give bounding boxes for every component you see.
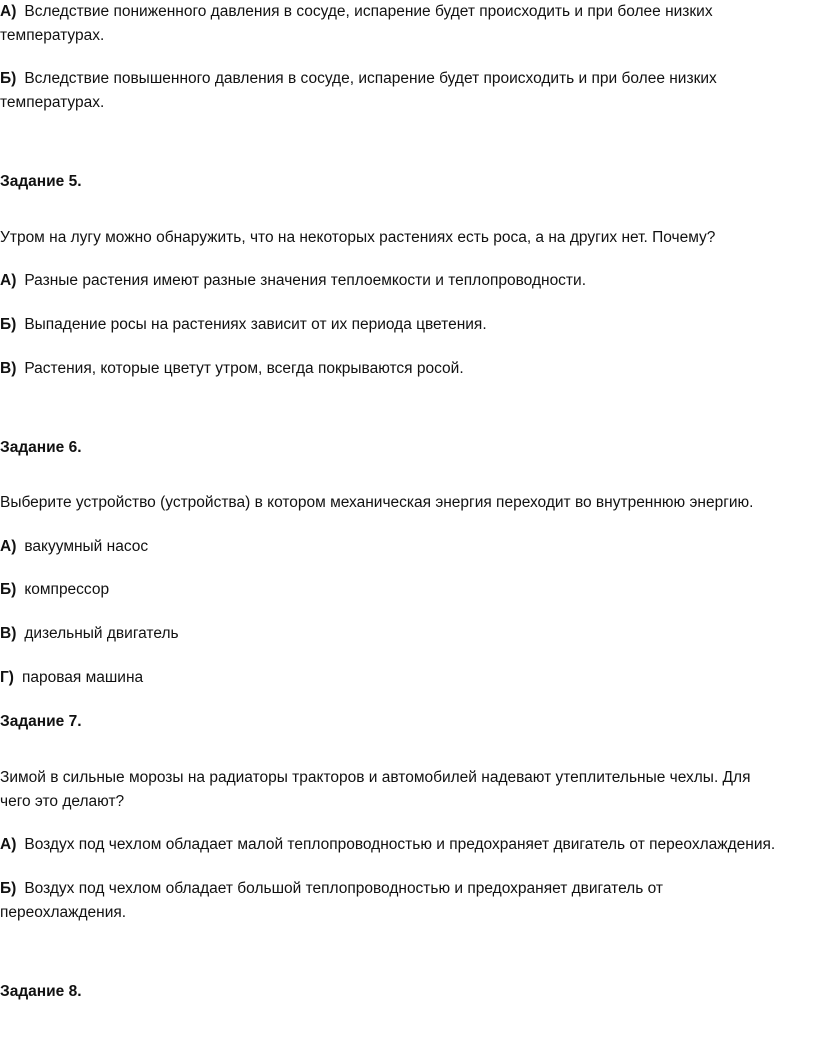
task6-option-a	[0, 535, 148, 559]
option-letter: Б)	[0, 316, 17, 333]
option-letter: А)	[0, 538, 17, 555]
q4-option-b-continued: температурах.	[0, 94, 105, 111]
option-text: паровая машина	[21, 669, 144, 686]
task6-option-d	[0, 666, 143, 690]
q4-option-a-continued: температурах.	[0, 27, 105, 44]
option-text: Вследствие пониженного давления в сосуде, испарение будет происходить и при более низких	[24, 3, 713, 20]
task6-option-c	[0, 622, 179, 646]
task8-title: Задание 8.	[0, 983, 82, 1000]
option-letter: Б)	[0, 581, 17, 598]
task7-option-b	[0, 877, 663, 901]
option-letter: Г)	[0, 669, 14, 686]
option-text: вакуумный насос	[24, 538, 149, 555]
task7-option-a	[0, 833, 775, 857]
option-text: Растения, которые цветут утром, всегда покрываются росой.	[24, 360, 464, 377]
option-letter: В)	[0, 360, 17, 377]
q4-option-b	[0, 67, 717, 91]
option-text: Выпадение росы на растениях зависит от их периода цветения.	[24, 316, 487, 333]
option-letter: А)	[0, 3, 17, 20]
task5-title: Задание 5.	[0, 173, 82, 190]
task6-option-b	[0, 578, 109, 602]
option-letter: Б)	[0, 70, 17, 87]
task5-option-a	[0, 269, 586, 293]
task5-option-c	[0, 357, 464, 381]
task6-title: Задание 6.	[0, 439, 82, 456]
option-text: Разные растения имеют разные значения теплоемкости и теплопроводности.	[24, 272, 586, 289]
option-text: Вследствие повышенного давления в сосуде, испарение будет происходить и при более низких	[24, 70, 717, 87]
task7-question: Зимой в сильные морозы на радиаторы тракторов и автомобилей надевают утеплительные чехлы. Для	[0, 769, 751, 786]
option-text: компрессор	[24, 581, 110, 598]
task7-title: Задание 7.	[0, 713, 82, 730]
option-text: Воздух под чехлом обладает большой теплопроводностью и предохраняет двигатель от	[24, 880, 663, 897]
option-letter: Б)	[0, 880, 17, 897]
option-letter: А)	[0, 836, 17, 853]
option-text: Воздух под чехлом обладает малой теплопроводностью и предохраняет двигатель от переохлаждения.	[24, 836, 776, 853]
task6-question: Выберите устройство (устройства) в котором механическая энергия переходит во внутреннюю энергию.	[0, 494, 754, 511]
task7-question-continued: чего это делают?	[0, 793, 125, 810]
option-letter: В)	[0, 625, 17, 642]
option-text: дизельный двигатель	[24, 625, 179, 642]
task7-option-b-continued: переохлаждения.	[0, 904, 127, 921]
task5-question: Утром на лугу можно обнаружить, что на некоторых растениях есть роса, а на других нет. Почему?	[0, 229, 716, 246]
q4-option-a	[0, 0, 713, 24]
option-letter: А)	[0, 272, 17, 289]
task5-option-b	[0, 313, 487, 337]
